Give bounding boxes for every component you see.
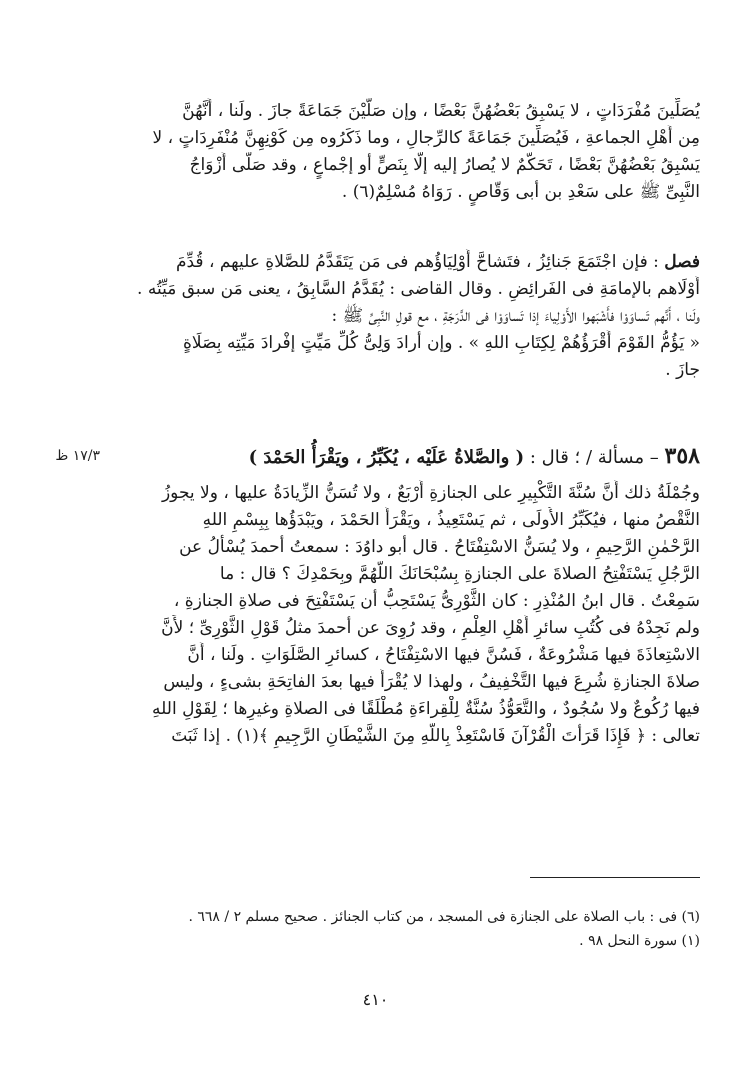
text-line: النَّقْصُ منها ، فيُكَبِّرُ الأُولَى ، ثم يَسْتَعِيذُ ، ويَقْرَأُ الحَمْدَ ، ويَبْدَؤُها بِبِسْمِ اللهِ: [202, 510, 700, 530]
fasl-section: [96, 249, 700, 384]
text-line: ولَنا ، أَنَّهم تَساوَوْا فأَشْبَهوا الأَوْلِياءَ إذا تَساوَوْا فى الدَّرَجَةِ ، مع قولِ النَّبِىِّ ﷺ :: [331, 306, 700, 326]
text-line: صلاةَ الجنازةِ شُرِعَ فيها التَّخْفِيفُ ، ولهذا لا يُقْرَأُ فيها بعدَ الفاتِحَةِ بشىءٍ ، وليس: [163, 672, 700, 692]
text-line: ولم نَجِدْهُ فى كُتُبِ سائرِ أَهْلِ العِلْمِ ، وقد رُوِىَ عن أحمدَ مثلُ قَوْلِ الثَّوْرِىِّ ؛ لأَنَّ: [161, 618, 700, 638]
text-line: أَوْلَاهم بالإمامَةِ فى الفَرائِضِ . وقال القاضى : يُقَدَّمُ السَّابِقُ ، يعنى مَن سبق مَيِّتُه .: [137, 279, 700, 299]
masala-number: ٣٥٨: [664, 443, 700, 469]
text-line: الرَّجُلِ يَسْتَفْتِحُ الصلاةَ على الجنازةِ بِسُبْحَانَكَ اللَّهُمَّ وبِحَمْدِكَ ؟ قال : ما: [219, 564, 700, 584]
text-line: يُصَلِّينَ مُفْرَدَاتٍ ، لا يَسْبِقُ بَعْضُهُنَّ بَعْضًا ، وإن صَلَّيْنَ جَمَاعَةً جازَ . ولَنا ، أَنَّهُنَّ: [182, 101, 700, 121]
text-line: مِن أَهْلِ الجماعةِ ، فَيُصَلِّينَ جَمَاعَةً كالرِّجالِ ، وما ذَكَرُوه مِن كَوْنِهِنَّ مُنْفَرِدَاتٍ ، لا: [152, 128, 700, 148]
fasl-first-line: : فإن اجْتَمَعَ جَنائِزُ ، فتَشاحَّ أَوْلِيَاؤُهم فى مَن يَتَقَدَّمُ للصَّلاةِ عليهم ، قُدِّمَ: [175, 252, 659, 272]
text-line: تعالى : ﴿ فَإِذَا قَرَأْتَ الْقُرْآنَ فَاسْتَعِذْ بِاللَّهِ مِنَ الشَّيْطَانِ الرَّجِيمِ ﴾(١) . إذا ثَبَتَ: [171, 726, 700, 746]
masala-commentary: [96, 480, 700, 750]
text-line: النَّبِىِّ ﷺ على سَعْدِ بن أبى وَقّاصٍ . رَوَاهُ مُسْلِمٌ(٦) .: [341, 182, 700, 202]
footnotes: [130, 905, 700, 953]
text-line: « يَؤُمُّ القَوْمَ أَقْرَؤُهُمْ لِكِتَابِ اللهِ » . وإن أرادَ وَلِىُّ كُلِّ مَيِّتٍ إفْرادَ مَيِّتِه بِصَلَاةٍ: [183, 333, 700, 353]
text-line: فيها رُكُوعٌ ولا سُجُودٌ ، والتَّعَوُّذُ سُنَّةٌ لِلْقِراءَةِ مُطْلَقًا فى الصلاةِ وغيرِها ؛ لِقَوْلِ اللهِ: [152, 699, 700, 719]
margin-manuscript-reference: ١٧/٣ ظ: [55, 448, 100, 464]
paragraph-continuation: [96, 98, 700, 206]
text-line: وجُمْلَةُ ذلك أَنَّ سُنَّةَ التَّكْبِيرِ على الجنازةِ أَرْبَعٌ ، ولا تُسَنُّ الزِّيادَةُ عليها ، ولا يجوزُ: [161, 483, 700, 503]
page-number: ٤١٠: [362, 990, 389, 1009]
footnote-divider: [530, 877, 700, 878]
text-line: [96, 249, 700, 276]
fasl-label: فصل: [664, 252, 700, 272]
masala-quote: ( والصَّلاةُ عَلَيْه ، يُكَبِّرُ ، ويَقْرَأُ الحَمْدَ ): [248, 447, 525, 468]
masala-heading: [150, 442, 700, 472]
text-line: جازَ .: [665, 360, 700, 380]
text-line: يَسْبِقُ بَعْضُهُنَّ بَعْضًا ، تَحَكُّمٌ لا يُصارُ إليه إلَّا بِنَصٍّ أو إجْماعٍ ، وقد صَلَّى أَزْوَاجُ: [189, 155, 700, 175]
text-line: سَمِعْتُ . قال ابنُ المُنْذِرِ : كان الثَّوْرِىُّ يَسْتَحِبُّ أن يَسْتَفْتِحَ فى صلاةِ الجنازةِ ،: [173, 591, 700, 611]
text-line: الاسْتِعاذَةَ فيها مَشْرُوعَةٌ ، فَسُنَّ فيها الاسْتِفْتَاحُ ، كسائرِ الصَّلَوَاتِ . ولَنا ، أَنَّ: [187, 645, 700, 665]
masala-prefix: – مسألة / ؛ قال :: [529, 447, 659, 468]
footnote: (١) سورة النحل ٩٨ .: [579, 933, 700, 949]
footnote: (٦) فى : باب الصلاة على الجنازة فى المسجد ، من كتاب الجنائز . صحيح مسلم ٢ / ٦٦٨ .: [188, 909, 700, 925]
text-line: الرَّحْمٰنِ الرَّحِيمِ ، ولا يُسَنُّ الاسْتِفْتَاحُ . قال أبو داوُدَ : سمعتُ أحمدَ يُسْأَلُ عن: [179, 537, 700, 557]
